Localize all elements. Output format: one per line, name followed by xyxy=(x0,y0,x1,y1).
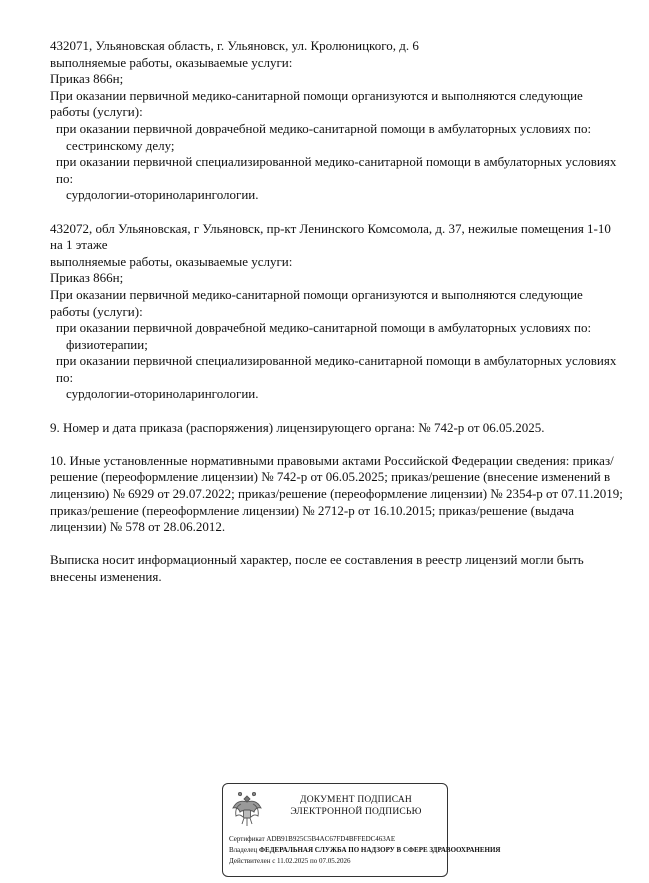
section-b-2: при оказании первичной специализированной медико-санитарной помощи в амбулаторных условиях по: xyxy=(56,353,617,385)
works-label-2: выполняемые работы, оказываемые услуги: xyxy=(50,253,293,269)
section-b-1: при оказании первичной специализированной медико-санитарной помощи в амбулаторных условиях по: xyxy=(56,154,617,186)
stamp-title xyxy=(269,794,443,818)
stamp-valid-line: Действителен с 11.02.2025 по 07.05.2026 xyxy=(229,857,351,865)
disclaimer: Выписка носит информационный характер, после ее составления в реестр лицензий могли быть внесены изменения. xyxy=(50,552,584,584)
item-9: 9. Номер и дата приказа (распоряжения) лицензирующего органа: № 742-р от 06.05.2025. xyxy=(50,419,545,435)
intro-2: При оказании первичной медико-санитарной помощи организуются и выполняются следующие работы (услуги): xyxy=(50,286,583,319)
intro-1: При оказании первичной медико-санитарной помощи организуются и выполняются следующие работы (услуги): xyxy=(50,87,583,120)
stamp-owner-line xyxy=(229,845,501,856)
signature-stamp xyxy=(222,783,501,877)
service-a-2: физиотерапии; xyxy=(66,336,148,352)
stamp-title-line1: ДОКУМЕНТ ПОДПИСАН xyxy=(300,795,412,805)
address-1: 432071, Ульяновская область, г. Ульяновск, ул. Кролюницкого, д. 6 xyxy=(50,38,419,53)
service-b-1: сурдологии-оториноларингологии. xyxy=(66,187,259,203)
section-a-1: при оказании первичной доврачебной медико-санитарной помощи в амбулаторных условиях по: xyxy=(56,120,592,136)
stamp-owner-value: ФЕДЕРАЛЬНАЯ СЛУЖБА ПО НАДЗОРУ В СФЕРЕ ЗДРАВООХРАНЕНИЯ xyxy=(259,846,501,854)
works-label-1: выполняемые работы, оказываемые услуги: xyxy=(50,54,293,70)
section-a-2: при оказании первичной доврачебной медико-санитарной помощи в амбулаторных условиях по: xyxy=(56,320,592,336)
stamp-cert-line xyxy=(229,834,469,845)
stamp-owner-label: Владелец xyxy=(229,846,258,854)
coat-of-arms-icon xyxy=(229,790,265,830)
address-2: 432072, обл Ульяновская, г Ульяновск, пр-кт Ленинского Комсомола, д. 37, нежилые помещения 1-10 на 1 этаже xyxy=(50,220,611,253)
service-a-1: сестринскому делу; xyxy=(66,137,175,153)
order-1: Приказ 866н; xyxy=(50,71,124,87)
stamp-cert-label: Сертификат xyxy=(229,835,265,843)
document-page xyxy=(50,38,625,586)
order-2: Приказ 866н; xyxy=(50,270,124,286)
stamp-cert-value: ADB91B925C5B4AC67FD4BFFEDC463AE xyxy=(266,835,396,843)
stamp-title-line2: ЭЛЕКТРОННОЙ ПОДПИСЬЮ xyxy=(290,807,422,817)
item-10: 10. Иные установленные нормативными правовыми актами Российской Федерации сведения: приказ/решение (переоформление лицензии) № 742-р от 06.05.2025; приказ/решение (внесение изменений в лицензию) № 6929 от 29.07.2022; приказ/решение (переоформление лицензии) № 2354-р от 07.11.2019; приказ/решение (переоформление лицензии) № 2712-р от 16.10.2015; приказ/решение (выдача лицензии) № 578 от 28.06.2012. xyxy=(50,452,623,535)
service-b-2: сурдологии-оториноларингологии. xyxy=(66,386,259,402)
stamp-details xyxy=(229,834,501,867)
